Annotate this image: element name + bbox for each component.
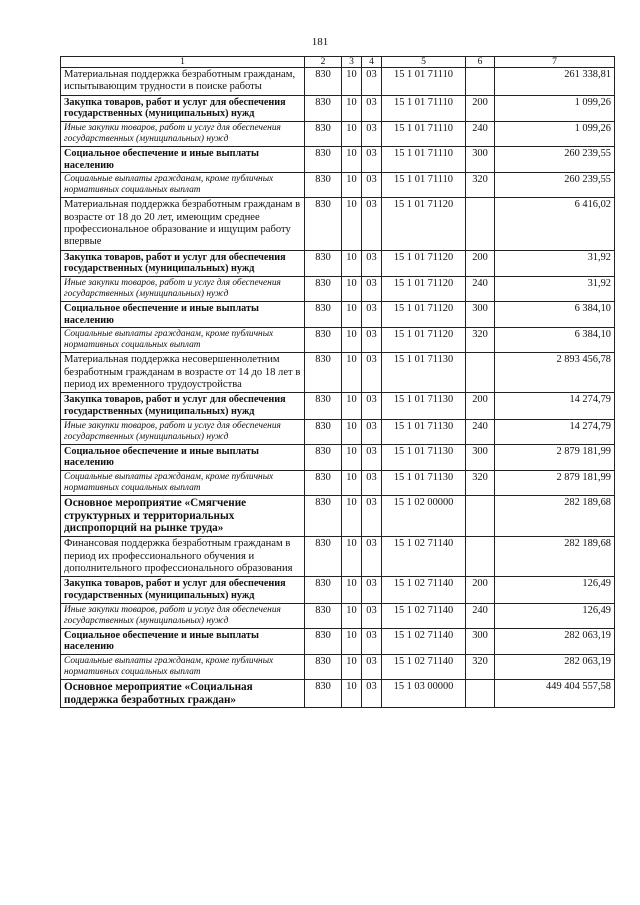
cell-amount: 282 189,68 [495,537,615,577]
cell-target-code: 15 1 01 71130 [382,393,466,419]
cell-expense-type [466,537,495,577]
cell-section-code: 10 [342,470,362,495]
cell-target-code: 15 1 01 71120 [382,250,466,276]
cell-admin-code: 830 [305,95,342,121]
cell-target-code: 15 1 01 71110 [382,173,466,198]
cell-amount: 31,92 [495,250,615,276]
table-row [61,328,615,353]
cell-section-code: 10 [342,173,362,198]
table-row [61,679,615,708]
cell-item-name: Иные закупки товаров, работ и услуг для обеспечения государственных (муниципальных) нужд [61,277,305,302]
cell-section-code: 10 [342,679,362,708]
cell-subsection-code: 03 [362,147,382,173]
table-row [61,654,615,679]
cell-subsection-code: 03 [362,628,382,654]
cell-expense-type [466,198,495,251]
cell-admin-code: 830 [305,353,342,393]
cell-target-code: 15 1 01 71130 [382,444,466,470]
cell-item-name: Закупка товаров, работ и услуг для обеспечения государственных (муниципальных) нужд [61,250,305,276]
header-col-1: 1 [61,57,305,68]
cell-admin-code: 830 [305,419,342,444]
cell-admin-code: 830 [305,393,342,419]
cell-item-name: Социальное обеспечение и иные выплаты населению [61,302,305,328]
cell-amount: 14 274,79 [495,419,615,444]
header-row [61,57,615,68]
cell-subsection-code: 03 [362,250,382,276]
cell-item-name: Закупка товаров, работ и услуг для обеспечения государственных (муниципальных) нужд [61,577,305,603]
header-col-4: 4 [362,57,382,68]
cell-admin-code: 830 [305,328,342,353]
cell-section-code: 10 [342,393,362,419]
cell-item-name: Иные закупки товаров, работ и услуг для обеспечения государственных (муниципальных) нужд [61,122,305,147]
cell-section-code: 10 [342,68,362,96]
cell-section-code: 10 [342,328,362,353]
cell-target-code: 15 1 01 71110 [382,68,466,96]
cell-item-name: Социальные выплаты гражданам, кроме публичных нормативных социальных выплат [61,328,305,353]
cell-section-code: 10 [342,419,362,444]
cell-admin-code: 830 [305,173,342,198]
cell-admin-code: 830 [305,444,342,470]
table-row [61,147,615,173]
cell-expense-type [466,68,495,96]
cell-amount: 282 063,19 [495,654,615,679]
cell-subsection-code: 03 [362,537,382,577]
cell-target-code: 15 1 01 71120 [382,277,466,302]
cell-admin-code: 830 [305,679,342,708]
cell-target-code: 15 1 01 71110 [382,122,466,147]
cell-target-code: 15 1 02 71140 [382,628,466,654]
cell-expense-type: 300 [466,147,495,173]
cell-section-code: 10 [342,353,362,393]
cell-target-code: 15 1 02 71140 [382,577,466,603]
cell-subsection-code: 03 [362,393,382,419]
cell-item-name: Социальное обеспечение и иные выплаты населению [61,147,305,173]
table-row [61,603,615,628]
table-row [61,95,615,121]
cell-section-code: 10 [342,198,362,251]
cell-admin-code: 830 [305,250,342,276]
cell-admin-code: 830 [305,495,342,536]
cell-item-name: Социальное обеспечение и иные выплаты населению [61,444,305,470]
cell-subsection-code: 03 [362,577,382,603]
cell-subsection-code: 03 [362,277,382,302]
cell-item-name: Социальное обеспечение и иные выплаты населению [61,628,305,654]
cell-subsection-code: 03 [362,495,382,536]
cell-target-code: 15 1 02 71140 [382,654,466,679]
cell-subsection-code: 03 [362,654,382,679]
cell-item-name: Материальная поддержка безработным гражданам, испытывающим трудности в поиске работы [61,68,305,96]
cell-admin-code: 830 [305,122,342,147]
cell-item-name: Закупка товаров, работ и услуг для обеспечения государственных (муниципальных) нужд [61,393,305,419]
cell-item-name: Социальные выплаты гражданам, кроме публичных нормативных социальных выплат [61,654,305,679]
cell-section-code: 10 [342,302,362,328]
cell-target-code: 15 1 01 71110 [382,147,466,173]
table-row [61,419,615,444]
cell-section-code: 10 [342,147,362,173]
cell-target-code: 15 1 01 71130 [382,419,466,444]
cell-target-code: 15 1 01 71130 [382,470,466,495]
cell-amount: 14 274,79 [495,393,615,419]
cell-section-code: 10 [342,277,362,302]
header-col-3: 3 [342,57,362,68]
table-row [61,470,615,495]
cell-target-code: 15 1 01 71120 [382,302,466,328]
cell-expense-type: 200 [466,393,495,419]
cell-expense-type [466,679,495,708]
table-row [61,277,615,302]
cell-admin-code: 830 [305,628,342,654]
table-row [61,353,615,393]
cell-amount: 282 063,19 [495,628,615,654]
cell-amount: 261 338,81 [495,68,615,96]
cell-expense-type [466,353,495,393]
cell-amount: 449 404 557,58 [495,679,615,708]
table-row [61,250,615,276]
cell-amount: 1 099,26 [495,122,615,147]
table-row [61,302,615,328]
cell-expense-type: 320 [466,328,495,353]
table-row [61,198,615,251]
cell-expense-type: 240 [466,419,495,444]
cell-amount: 126,49 [495,577,615,603]
cell-section-code: 10 [342,537,362,577]
cell-admin-code: 830 [305,68,342,96]
table-row [61,537,615,577]
cell-subsection-code: 03 [362,353,382,393]
cell-expense-type: 320 [466,173,495,198]
table-row [61,577,615,603]
cell-subsection-code: 03 [362,95,382,121]
cell-section-code: 10 [342,250,362,276]
cell-subsection-code: 03 [362,122,382,147]
cell-subsection-code: 03 [362,302,382,328]
cell-target-code: 15 1 01 71120 [382,198,466,251]
header-col-6: 6 [466,57,495,68]
cell-admin-code: 830 [305,277,342,302]
cell-subsection-code: 03 [362,603,382,628]
cell-expense-type: 300 [466,302,495,328]
cell-amount: 31,92 [495,277,615,302]
cell-target-code: 15 1 02 71140 [382,603,466,628]
cell-item-name: Основное мероприятие «Социальная поддержка безработных граждан» [61,679,305,708]
cell-section-code: 10 [342,444,362,470]
cell-amount: 6 384,10 [495,302,615,328]
table-row [61,628,615,654]
table-row [61,68,615,96]
cell-amount: 282 189,68 [495,495,615,536]
header-col-2: 2 [305,57,342,68]
cell-admin-code: 830 [305,603,342,628]
cell-amount: 6 416,02 [495,198,615,251]
cell-section-code: 10 [342,122,362,147]
cell-item-name: Финансовая поддержка безработным гражданам в период их профессионального обучения и дополнительного профессионального образования [61,537,305,577]
table-row [61,122,615,147]
cell-amount: 260 239,55 [495,173,615,198]
cell-admin-code: 830 [305,470,342,495]
cell-section-code: 10 [342,95,362,121]
table-row [61,393,615,419]
cell-target-code: 15 1 03 00000 [382,679,466,708]
cell-amount: 126,49 [495,603,615,628]
cell-expense-type: 200 [466,577,495,603]
cell-section-code: 10 [342,495,362,536]
cell-expense-type: 240 [466,122,495,147]
cell-admin-code: 830 [305,577,342,603]
header-col-7: 7 [495,57,615,68]
cell-item-name: Социальные выплаты гражданам, кроме публичных нормативных социальных выплат [61,470,305,495]
cell-target-code: 15 1 01 71110 [382,95,466,121]
table-row [61,444,615,470]
cell-amount: 260 239,55 [495,147,615,173]
cell-admin-code: 830 [305,654,342,679]
cell-subsection-code: 03 [362,173,382,198]
cell-item-name: Социальные выплаты гражданам, кроме публичных нормативных социальных выплат [61,173,305,198]
cell-subsection-code: 03 [362,198,382,251]
cell-amount: 1 099,26 [495,95,615,121]
cell-amount: 2 879 181,99 [495,444,615,470]
cell-target-code: 15 1 01 71130 [382,353,466,393]
cell-expense-type: 200 [466,250,495,276]
cell-expense-type: 300 [466,628,495,654]
budget-table [60,56,615,708]
cell-item-name: Материальная поддержка безработным гражданам в возрасте от 18 до 20 лет, имеющим среднее профессиональное образование и ищущим работу впервые [61,198,305,251]
cell-expense-type: 320 [466,654,495,679]
cell-section-code: 10 [342,603,362,628]
cell-item-name: Иные закупки товаров, работ и услуг для обеспечения государственных (муниципальных) нужд [61,419,305,444]
cell-target-code: 15 1 01 71120 [382,328,466,353]
cell-item-name: Основное мероприятие «Смягчение структурных и территориальных диспропорций на рынке труда» [61,495,305,536]
table-row [61,495,615,536]
cell-expense-type: 240 [466,277,495,302]
cell-subsection-code: 03 [362,444,382,470]
cell-target-code: 15 1 02 71140 [382,537,466,577]
cell-expense-type: 200 [466,95,495,121]
cell-amount: 6 384,10 [495,328,615,353]
cell-subsection-code: 03 [362,419,382,444]
table-row [61,173,615,198]
cell-section-code: 10 [342,577,362,603]
cell-item-name: Материальная поддержка несовершеннолетним безработным гражданам в возрасте от 14 до 18 лет в период их временного трудоустройства [61,353,305,393]
cell-admin-code: 830 [305,537,342,577]
cell-admin-code: 830 [305,302,342,328]
cell-subsection-code: 03 [362,470,382,495]
cell-subsection-code: 03 [362,328,382,353]
cell-amount: 2 893 456,78 [495,353,615,393]
cell-section-code: 10 [342,654,362,679]
cell-subsection-code: 03 [362,679,382,708]
cell-item-name: Иные закупки товаров, работ и услуг для обеспечения государственных (муниципальных) нужд [61,603,305,628]
cell-amount: 2 879 181,99 [495,470,615,495]
cell-expense-type: 300 [466,444,495,470]
cell-expense-type: 240 [466,603,495,628]
cell-expense-type [466,495,495,536]
header-col-5: 5 [382,57,466,68]
cell-expense-type: 320 [466,470,495,495]
cell-section-code: 10 [342,628,362,654]
page-number: 181 [311,36,329,48]
cell-subsection-code: 03 [362,68,382,96]
cell-admin-code: 830 [305,147,342,173]
cell-admin-code: 830 [305,198,342,251]
cell-target-code: 15 1 02 00000 [382,495,466,536]
cell-item-name: Закупка товаров, работ и услуг для обеспечения государственных (муниципальных) нужд [61,95,305,121]
